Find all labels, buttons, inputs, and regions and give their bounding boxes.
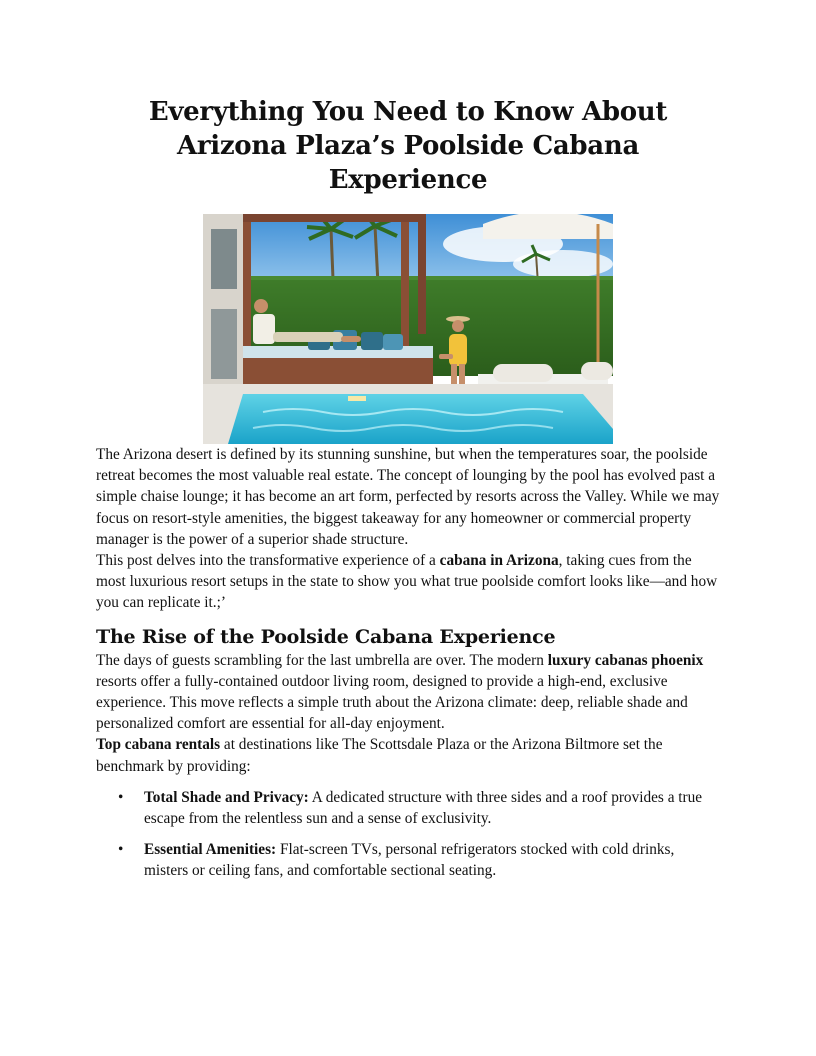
intro-paragraph: The Arizona desert is defined by its stunning sunshine, but when the temperatures soar, the poolside retreat becomes the most valuable real estate. The concept of lounging by the pool has evolved past a simple chaise lounge; it has become an art form, perfected by resorts across the Valley. While we may focus on resort-style amenities, the biggest takeaway for any homeowner or commercial property manager is the power of a superior shade structure. <box>96 446 720 548</box>
bullet-bold: Total Shade and Privacy: <box>144 788 309 806</box>
list-item <box>96 787 720 829</box>
bullet-text: Flat-screen TVs, personal refrigerators stocked with cold drinks, misters or ceiling fans, and comfortable sectional seating. <box>144 841 675 880</box>
bullet-icon: • <box>118 788 124 806</box>
amenities-list <box>96 787 720 882</box>
poolside-cabana-photo <box>203 214 613 444</box>
bullet-bold: Essential Amenities: <box>144 841 277 859</box>
cabana-rentals-paragraph <box>96 734 720 776</box>
paragraph-text: resorts offer a fully-contained outdoor living room, designed to provide a high-end, exclusive experience. This move reflects a simple truth about the Arizona climate: deep, reliable shade and personalized comfort are essential for all-day enjoyment. <box>96 672 688 733</box>
paragraph-text: , taking cues from the most luxurious resort setups in the state to show you what true poolside comfort looks like—and how you can replicate it.;’ <box>96 552 718 612</box>
bold-phrase: Top cabana rentals <box>96 736 221 754</box>
paragraph-text: at destinations like The Scottsdale Plaza or the Arizona Biltmore set the benchmark by providing: <box>96 736 663 775</box>
cabana-arizona-paragraph <box>96 550 720 614</box>
section-heading: The Rise of the Poolside Cabana Experience <box>96 625 556 648</box>
photo-illustration <box>203 214 613 444</box>
bold-phrase: cabana in Arizona <box>439 552 559 570</box>
luxury-cabanas-paragraph <box>96 650 720 735</box>
bullet-text: A dedicated structure with three sides and a roof provides a true escape from the relentless sun and a sense of exclusivity. <box>144 788 703 828</box>
article-title: Everything You Need to Know About Arizona Plaza’s Poolside Cabana Experience <box>148 97 668 195</box>
paragraph-text: The days of guests scrambling for the last umbrella are over. The modern <box>96 651 548 669</box>
paragraph-text: This post delves into the transformative experience of a <box>96 552 440 570</box>
bold-phrase: luxury cabanas phoenix <box>547 651 704 669</box>
list-item <box>96 839 720 881</box>
bullet-icon: • <box>118 841 124 859</box>
